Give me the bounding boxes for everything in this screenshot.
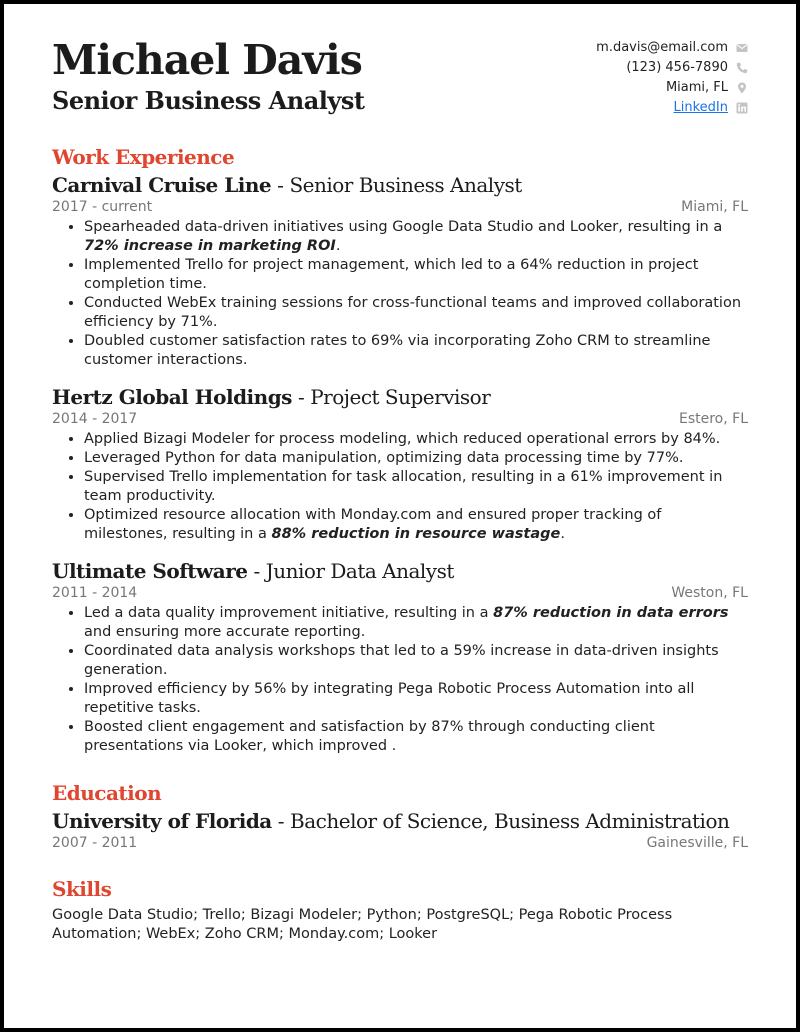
job-company: Ultimate Software <box>52 559 248 583</box>
job-location: Weston, FL <box>671 585 748 601</box>
job-separator: - <box>277 173 284 197</box>
job-bullets <box>52 218 748 370</box>
contact-location: Miami, FL <box>665 80 728 95</box>
education-degree: Bachelor of Science, <box>290 809 489 833</box>
job-head <box>52 558 748 584</box>
bullet-text: Implemented Trello for project management, which led to a 64% reduction in project completion time. <box>84 257 699 292</box>
education-school: University of Florida <box>52 809 272 833</box>
job-company: Hertz Global Holdings <box>52 385 292 409</box>
map-pin-icon <box>736 82 748 94</box>
bullet-highlight: 87% reduction in data errors <box>493 605 729 621</box>
job-dates: 2011 - 2014 <box>52 585 138 601</box>
bullet-text: Conducted WebEx training sessions for cross-functional teams and improved collaboration efficiency by 71%. <box>84 295 742 330</box>
skills-list: Google Data Studio; Trello; Bizagi Modeler; Python; PostgreSQL; Pega Robotic Process Automation; WebEx; Zoho CRM; Monday.com; Looker <box>52 907 673 942</box>
education-meta <box>52 834 748 852</box>
education-entry <box>52 808 748 852</box>
contact-email: m.davis@email.com <box>596 40 728 55</box>
bullet-text: Led a data quality improvement initiative, resulting in a <box>84 605 494 621</box>
job-bullet <box>84 294 748 332</box>
education-separator: - <box>277 809 285 833</box>
bullet-text: Optimized resource allocation with Monday.com and ensured proper tracking of milestones, resulting in a <box>84 507 662 542</box>
resume-header <box>52 36 748 126</box>
job-bullet <box>84 680 748 718</box>
bullet-text: Boosted client engagement and satisfaction by 87% through conducting client presentations via Looker, which improved . <box>84 719 655 754</box>
bullet-text: Applied Bizagi Modeler for process modeling, which reduced operational errors by 84%. <box>84 431 721 447</box>
contact-phone-row <box>596 58 748 78</box>
job-separator: - <box>253 559 260 583</box>
jobs-list <box>52 172 748 756</box>
job-bullet <box>84 218 748 256</box>
contact-location-row <box>596 78 748 98</box>
work-experience-heading: Work Experience <box>52 145 235 169</box>
candidate-title: Senior Business Analyst <box>52 86 365 115</box>
resume-page <box>4 4 796 1028</box>
job-entry <box>52 172 748 370</box>
job-bullets <box>52 430 748 544</box>
contact-email-row <box>596 38 748 58</box>
job-entry <box>52 558 748 756</box>
job-location: Estero, FL <box>678 411 748 427</box>
job-bullet <box>84 718 748 756</box>
job-bullet <box>84 642 748 680</box>
education-heading: Education <box>52 781 162 805</box>
education-field: Business Administration <box>494 809 730 833</box>
job-bullet <box>84 506 748 544</box>
bullet-highlight: 72% increase in marketing ROI <box>84 238 336 254</box>
bullet-text: Doubled customer satisfaction rates to 69% via incorporating Zoho CRM to streamline customer interactions. <box>84 333 711 368</box>
education-dates: 2007 - 2011 <box>52 835 138 851</box>
bullet-text-end: . <box>335 238 341 254</box>
job-meta <box>52 584 748 602</box>
contact-linkedin-row <box>596 98 748 118</box>
bullet-text: Leveraged Python for data manipulation, optimizing data processing time by 77%. <box>84 450 684 466</box>
job-bullet <box>84 332 748 370</box>
job-bullet <box>84 256 748 294</box>
job-company: Carnival Cruise Line <box>52 173 272 197</box>
bullet-highlight: 88% reduction in resource wastage <box>271 526 561 542</box>
job-head <box>52 384 748 410</box>
envelope-icon <box>736 42 748 54</box>
bullet-text: Supervised Trello implementation for task allocation, resulting in a 61% improvement in team productivity. <box>84 469 723 504</box>
job-head <box>52 172 748 198</box>
bullet-text-end: and ensuring more accurate reporting. <box>84 624 366 640</box>
linkedin-icon <box>736 102 748 114</box>
job-bullet <box>84 468 748 506</box>
job-separator: - <box>297 385 305 409</box>
contact-block <box>596 38 748 118</box>
job-role: Junior Data Analyst <box>265 559 454 583</box>
job-bullets <box>52 604 748 756</box>
job-dates: 2014 - 2017 <box>52 411 138 427</box>
contact-phone: (123) 456-7890 <box>626 60 728 75</box>
education-head <box>52 808 748 834</box>
job-entry <box>52 384 748 544</box>
candidate-name: Michael Davis <box>52 36 362 84</box>
bullet-text: Coordinated data analysis workshops that led to a 59% increase in data-driven insights generation. <box>84 643 719 678</box>
bullet-text-end: . <box>560 526 565 542</box>
job-role: Project Supervisor <box>310 385 491 409</box>
job-bullet <box>84 604 748 642</box>
bullet-text: Spearheaded data-driven initiatives using Google Data Studio and Looker, resulting in a <box>84 219 723 235</box>
linkedin-link[interactable]: LinkedIn <box>673 100 728 115</box>
education-location: Gainesville, FL <box>646 835 748 851</box>
job-meta <box>52 198 748 216</box>
job-meta <box>52 410 748 428</box>
job-dates: 2017 - current <box>52 199 153 215</box>
skills-heading: Skills <box>52 877 112 901</box>
phone-icon <box>736 62 748 74</box>
resume-content <box>52 144 748 944</box>
job-bullet <box>84 430 748 449</box>
job-bullet <box>84 449 748 468</box>
bullet-text: Improved efficiency by 56% by integrating Pega Robotic Process Automation into all repetitive tasks. <box>84 681 695 716</box>
job-location: Miami, FL <box>681 199 748 215</box>
job-role: Senior Business Analyst <box>289 173 522 197</box>
